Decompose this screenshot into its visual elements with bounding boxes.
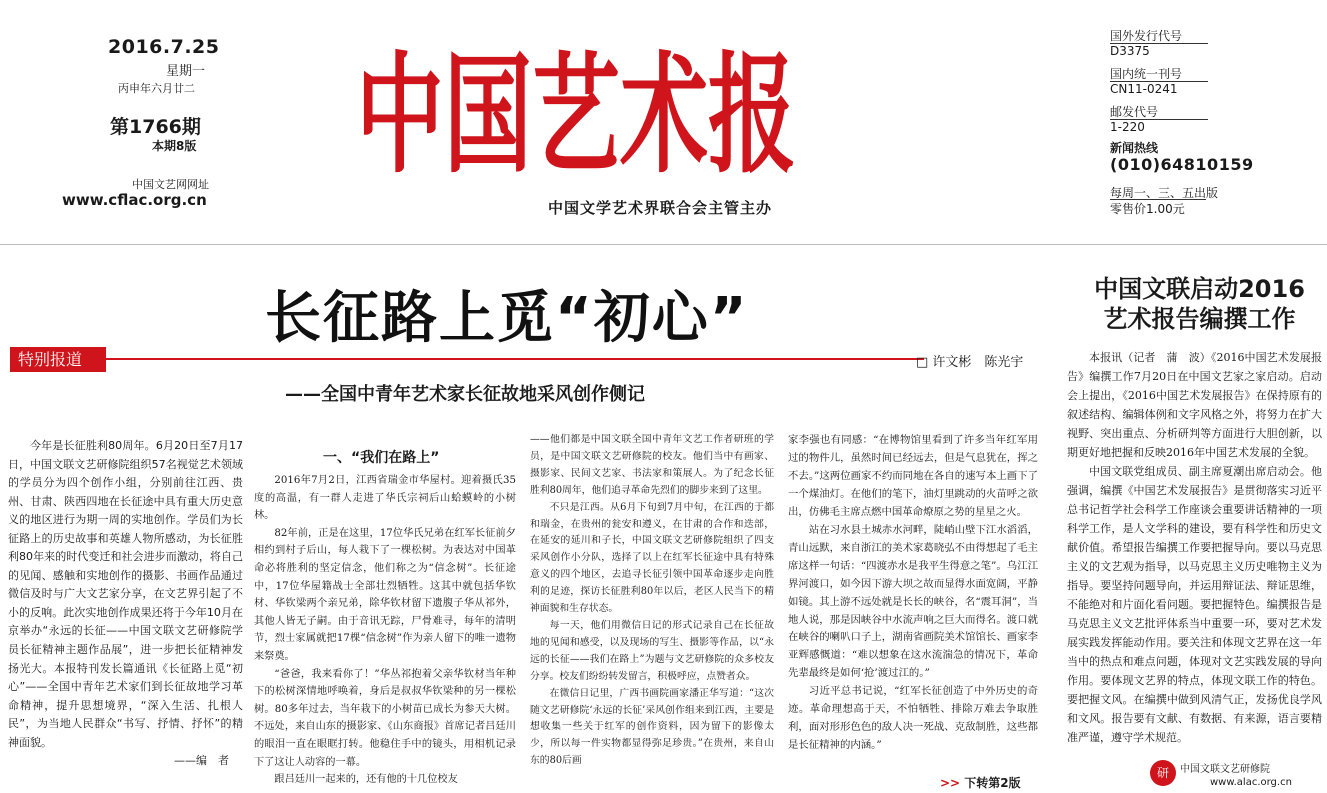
paragraph: 在微信日记里，广西书画院画家潘正华写道：“这次随文艺研修院‘永远的长征’采风创作组来到江西，主要是想收集一些关于红军的创作资料，因为留下的影像太少，所以每一件实物都显得弥足珍贵。”在贵州，来自山东的80后画 [530,687,774,767]
paragraph: 家李强也有同感：“在博物馆里看到了许多当年红军用过的物件儿，虽然时间已经远去，但是气息犹在，挥之不去。”这两位画家不约而同地在各自的速写本上画下了一个煤油灯。在他们的笔下，油灯里跳动的火苗呼之欲出，仿佛毛主席点燃中国革命燎原之势的星星之火。 [788,434,1038,518]
publishing-schedule: 每周一、三、五出版 [1110,186,1219,200]
sponsor-line: 中国文学艺术界联合会主管主办 [548,199,773,217]
main-headline: 长征路上觅“初心” [265,286,749,351]
foreign-code-label: 国外发行代号 [1110,29,1183,43]
paragraph: “爸爸，我来看你了！”华丛祁抱着父亲华钦材当年种下的松树深情地呼唤着，身后是叔叔华钦梁种的另一棵松树。80多年过去，当年栽下的小树苗已成长为参天大树。不远处，来自山东的摄影家、《山东商报》首席记者吕廷川的眼泪一直在眼眶打转。他稳住手中的镜头，用相机记录下了这让人动容的一幕。 [254,668,516,768]
org-seal-icon: 研 [1150,760,1176,786]
paragraph: 82年前，正是在这里，17位华氏兄弟在红军长征前夕相约到村子后山，每人栽下了一棵松树。为表达对中国革命必将胜利的坚定信念，他们称之为“信念树”。长征途中，17位华屋籍战士全部壮烈牺牲。这其中就包括华钦材、华钦梁两个亲兄弟，除华钦材留下遗腹子华从祁外，其他人皆无子嗣。由于音讯无踪，尸骨难寻，每年的清明节，烈士家属就把17棵“信念树”作为亲人留下的唯一遗物来祭奠。 [254,527,516,662]
side-article-title [1072,274,1327,334]
section-heading: 一、“我们在路上” [323,450,440,466]
lunar-date: 丙申年六月廿二 [118,82,195,95]
domestic-code-label: 国内统一刊号 [1110,67,1183,81]
paragraph: 跟吕廷川一起来的，还有他的十几位校友 [274,774,458,786]
paragraph: ——他们都是中国文联全国中青年文艺工作者研班的学员，是中国文联文艺研修院的校友。他们当中有画家、摄影家、民间文艺家、书法家和策展人。为了纪念长征胜利80周年，他们追寻革命先烈们的脚步来到了这里。 [530,434,774,496]
masthead-divider [0,244,1327,245]
org-url[interactable]: www.alac.org.cn [1210,777,1292,788]
retail-price: 零售价1.00元 [1110,202,1185,216]
article-column-4 [788,432,1038,755]
foreign-code: D3375 [1110,44,1150,58]
section-tag: 特别报道 [10,347,106,372]
hotline-number: (010)64810159 [1110,155,1254,174]
side-article-body [1067,348,1322,747]
article-column-3 [530,432,774,770]
byline: □ 许文彬 陈光宇 [916,355,1024,370]
logo-text: 中国艺术报 [356,38,796,191]
section-rule [104,358,924,360]
side-title-line-2: 艺术报告编撰工作 [1103,305,1296,333]
hotline-label: 新闻热线 [1110,141,1159,155]
issue-number: 第1766期 [110,116,201,138]
subtitle: ——全国中青年艺术家长征故地采风创作侧记 [285,384,645,405]
article-column-2 [254,472,516,789]
continued-arrow-icon: >> [940,776,961,790]
site-url[interactable]: www.cflac.org.cn [62,191,207,209]
newspaper-logo [356,24,804,192]
domestic-code: CN11-0241 [1110,82,1178,96]
issue-date: 2016.7.25 [108,36,220,58]
continued-link[interactable] [940,774,1021,791]
editor-note [8,437,243,771]
paragraph: 不只是江西。从6月下旬到7月中旬，在江西的于都和瑞金，在贵州的瓮安和遵义，在甘肃的合作和迭部，在延安的延川和子长，中国文联文艺研修院组织了四支采风创作小分队，选择了以上在红军长征途中具有特殊意义的四个地区，去追寻长征引领中国革命逐步走向胜利的足迹，探访长征胜利80年以后，老区人民当下的精神面貌和生存状态。 [530,501,774,615]
paragraph: 站在习水县土城赤水河畔，陡峭山壁下江水滔滔，青山远默，来自浙江的美术家葛晓弘不由得想起了毛主席这样一句话：“四渡赤水是我平生得意之笔”。乌江江界河渡口，如今因下游大坝之故而显得水面宽阔，平静如镜。其上游不远处就是长长的峡谷，名“震耳洞”，当地人说，那是因峡谷中水流声响之巨大而得名。渡口就在峡谷的喇叭口子上，湖南省画院美术馆馆长、画家李亚辉感慨道：“难以想象在这水流湍急的情况下，革命先辈最终是如何‘抢’渡过江的。” [788,523,1038,680]
site-label: 中国文艺网网址 [132,178,209,191]
paragraph: 2016年7月2日，江西省瑞金市华屋村。迎着摄氏35度的高温，有一群人走进了华氏宗祠后山蛤蟆岭的小树林。 [254,475,516,522]
org-name: 中国文联文艺研修院 [1180,764,1270,775]
paragraph: 中国文联党组成员、副主席夏潮出席启动会。他强调，编撰《中国艺术发展报告》是贯彻落实习近平总书记哲学社会科学工作座谈会重要讲话精神的一项科学工作，是人文学科的建设，要有科学性和历史文献价值。希望报告编撰工作要把握导向。要以马克思主义的文艺观为指导，以马克思主义历史唯物主义为指导。要坚持问题导向，并运用辩证法、辩证思维，不能绝对和片面化看问题。要把握特色。编撰报告是马克思主义文艺批评体系当中重要一环，要对艺术发展实践发挥能动作用。要关注和体现文艺界在这一年当中的热点和难点问题，体现对文艺实践发展的导向作用。要体现文艺界的特点，体现文联工作的特色。要把握文风。在编撰中做到风清气正，发扬优良学风和文风。报告要有文献、有数据、有来源，语言要精准严谨，遵守学术规范。 [1067,465,1322,744]
editor-sign: ——编 者 [174,754,229,768]
postal-code-label: 邮发代号 [1110,105,1159,119]
editor-note-text: 今年是长征胜利80周年。6月20日至7月17日，中国文联文艺研修院组织57名视觉艺术领域的学员分为四个创作小组，分别前往江西、贵州、甘肃、陕西四地在长征途中具有重大历史意义的地区进行为期一周的实地创作。学员们为长征路上的历史故事和英雄人物所感动，为长征胜利80年来的时代变迁和社会进步而激动，将自己的见闻、感触和实地创作的摄影、书画作品通过微信及时与广大文艺家分享，在文艺界引起了不小的反响。此次实地创作成果还将于今年10月在京举办“永远的长征——中国文联文艺研修院学员长征精神主题作品展”，进一步把长征精神发扬光大。本报特刊发长篇通讯《长征路上觅“初心”——全国中青年艺术家们到长征故地学习革命精神，提升思想境界，“深入生活、扎根人民”，为当地人民群众“书写、抒情、抒怀”的精神面貌。 [8,439,243,749]
edition-count: 本期8版 [152,139,197,153]
side-title-line-1: 中国文联启动2016 [1094,275,1305,303]
weekday: 星期一 [166,64,206,79]
postal-code: 1-220 [1110,120,1145,134]
paragraph: 每一天，他们用微信日记的形式记录自己在长征故地的见闻和感受，以及现场的写生、摄影等作品，以“永远的长征——我们在路上”为题与文艺研修院的众多校友分享。校友们纷纷转发留言，积极呼应，点赞者众。 [530,619,774,682]
paragraph: 习近平总书记说，“红军长征创造了中外历史的奇迹。革命理想高于天，不怕牺牲、排除万难去争取胜利，面对形形色色的敌人决一死战、克敌制胜，这些都是长征精神的内涵。” [788,685,1038,752]
continued-text: 下转第2版 [964,776,1021,790]
paragraph: 本报讯（记者 蒲 波）《2016中国艺术发展报告》编撰工作7月20日在中国文艺家之家启动。启动会上提出，《2016中国艺术发展报告》在保持原有的叙述结构、编辑体例和文字风格之外，将努力在扩大视野、突出重点、分析研判等方面进行大胆创新，以期更好地把握和反映2016年中国艺术发展的全貌。 [1067,351,1322,459]
